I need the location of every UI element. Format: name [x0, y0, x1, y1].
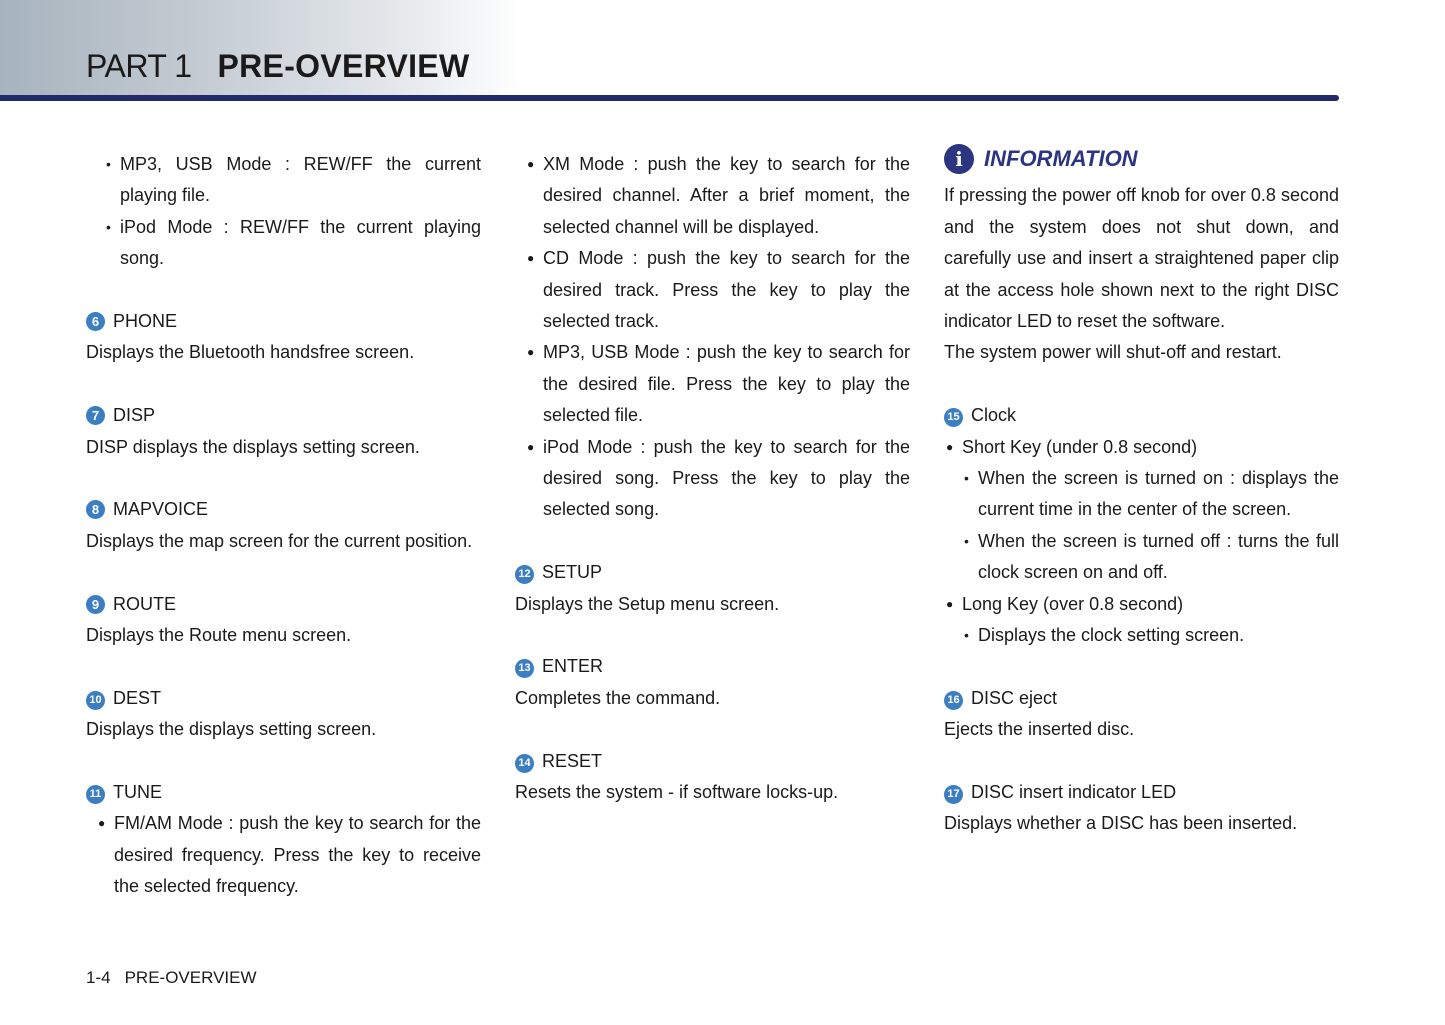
bullet-item: ● FM/AM Mode : push the key to search for the desired frequency. Press the key to receive the selected frequency.	[86, 808, 481, 902]
item-heading	[515, 651, 910, 682]
item-title: Clock	[971, 405, 1017, 426]
part-label: PART 1	[86, 48, 192, 84]
page-title	[86, 48, 469, 85]
item-heading	[515, 557, 910, 588]
number-badge-icon: 7	[86, 406, 105, 425]
item-heading	[86, 683, 481, 714]
item-heading	[944, 683, 1339, 714]
number-badge-icon: 6	[86, 312, 105, 331]
bullet-item: ● iPod Mode : push the key to search for the desired song. Press the key to play the selected song.	[515, 432, 910, 526]
item-title: TUNE	[113, 782, 162, 803]
item-desc: Resets the system - if software locks-up.	[515, 782, 839, 803]
footer-section: PRE-OVERVIEW	[124, 968, 257, 987]
info-text: The system power will shut-off and restart.	[944, 342, 1282, 363]
item-desc: Completes the command.	[515, 687, 721, 708]
number-badge-icon: 8	[86, 500, 105, 519]
sub-bullet-item: • When the screen is turned on : displays the current time in the center of the screen.	[944, 463, 1339, 526]
item-heading	[86, 400, 481, 431]
info-icon: i	[944, 144, 974, 174]
item-heading	[944, 777, 1339, 808]
item-heading	[86, 777, 481, 808]
column-1	[86, 149, 481, 903]
bullet-item: ● MP3, USB Mode : push the key to search for the desired file. Press the key to play the selected file.	[515, 337, 910, 431]
item-desc: Displays the Bluetooth handsfree screen.	[86, 342, 415, 363]
number-badge-icon: 11	[86, 785, 105, 804]
number-badge-icon: 16	[944, 691, 963, 710]
item-heading	[86, 589, 481, 620]
item-title: DISC eject	[971, 687, 1058, 708]
information-title: INFORMATION	[984, 146, 1138, 171]
bullet-item: ● Long Key (over 0.8 second)	[944, 589, 1339, 620]
item-title: RESET	[542, 750, 603, 771]
column-2	[515, 149, 910, 808]
item-desc: Displays the displays setting screen.	[86, 719, 377, 740]
item-heading	[86, 306, 481, 337]
page-footer	[86, 968, 257, 988]
item-heading	[86, 494, 481, 525]
item-desc: DISP displays the displays setting screen.	[86, 436, 420, 457]
information-heading	[944, 143, 1339, 174]
bullet-item: ● XM Mode : push the key to search for the desired channel. After a brief moment, the selected channel will be displayed.	[515, 149, 910, 243]
section-title: PRE-OVERVIEW	[217, 48, 470, 84]
bullet-item: • MP3, USB Mode : REW/FF the current playing file.	[86, 149, 481, 212]
item-title: DISC insert indicator LED	[971, 782, 1177, 803]
sub-bullet-item: • When the screen is turned off : turns the full clock screen on and off.	[944, 526, 1339, 589]
item-title: DEST	[113, 687, 162, 708]
number-badge-icon: 10	[86, 691, 105, 710]
item-desc: Displays the Route menu screen.	[86, 625, 352, 646]
number-badge-icon: 15	[944, 408, 963, 427]
item-title: ROUTE	[113, 593, 176, 614]
number-badge-icon: 14	[515, 754, 534, 773]
number-badge-icon: 9	[86, 595, 105, 614]
item-desc: Displays the Setup menu screen.	[515, 593, 780, 614]
item-title: PHONE	[113, 311, 178, 332]
item-desc: Ejects the inserted disc.	[944, 719, 1135, 740]
item-title: MAPVOICE	[113, 499, 209, 520]
bullet-item: • iPod Mode : REW/FF the current playing song.	[86, 212, 481, 275]
number-badge-icon: 13	[515, 659, 534, 678]
item-heading	[515, 746, 910, 777]
info-text: If pressing the power off knob for over 0.8 second and the system does not shut down, and carefully use and insert a straightened paper clip at the access hole shown next to the right DISC indicator LED to reset the software.	[944, 185, 1339, 332]
sub-bullet-item: • Displays the clock setting screen.	[944, 620, 1339, 651]
item-title: SETUP	[542, 562, 603, 583]
number-badge-icon: 17	[944, 785, 963, 804]
item-desc: Displays whether a DISC has been inserted.	[944, 813, 1298, 834]
item-title: DISP	[113, 405, 156, 426]
item-desc: Displays the map screen for the current position.	[86, 530, 473, 551]
page-number: 1-4	[86, 968, 111, 987]
bullet-item: ● CD Mode : push the key to search for the desired track. Press the key to play the selected track.	[515, 243, 910, 337]
item-heading	[944, 400, 1339, 431]
bullet-item: ● Short Key (under 0.8 second)	[944, 432, 1339, 463]
column-3	[944, 146, 1339, 840]
item-title: ENTER	[542, 656, 604, 677]
number-badge-icon: 12	[515, 565, 534, 584]
header-rule	[0, 95, 1339, 101]
